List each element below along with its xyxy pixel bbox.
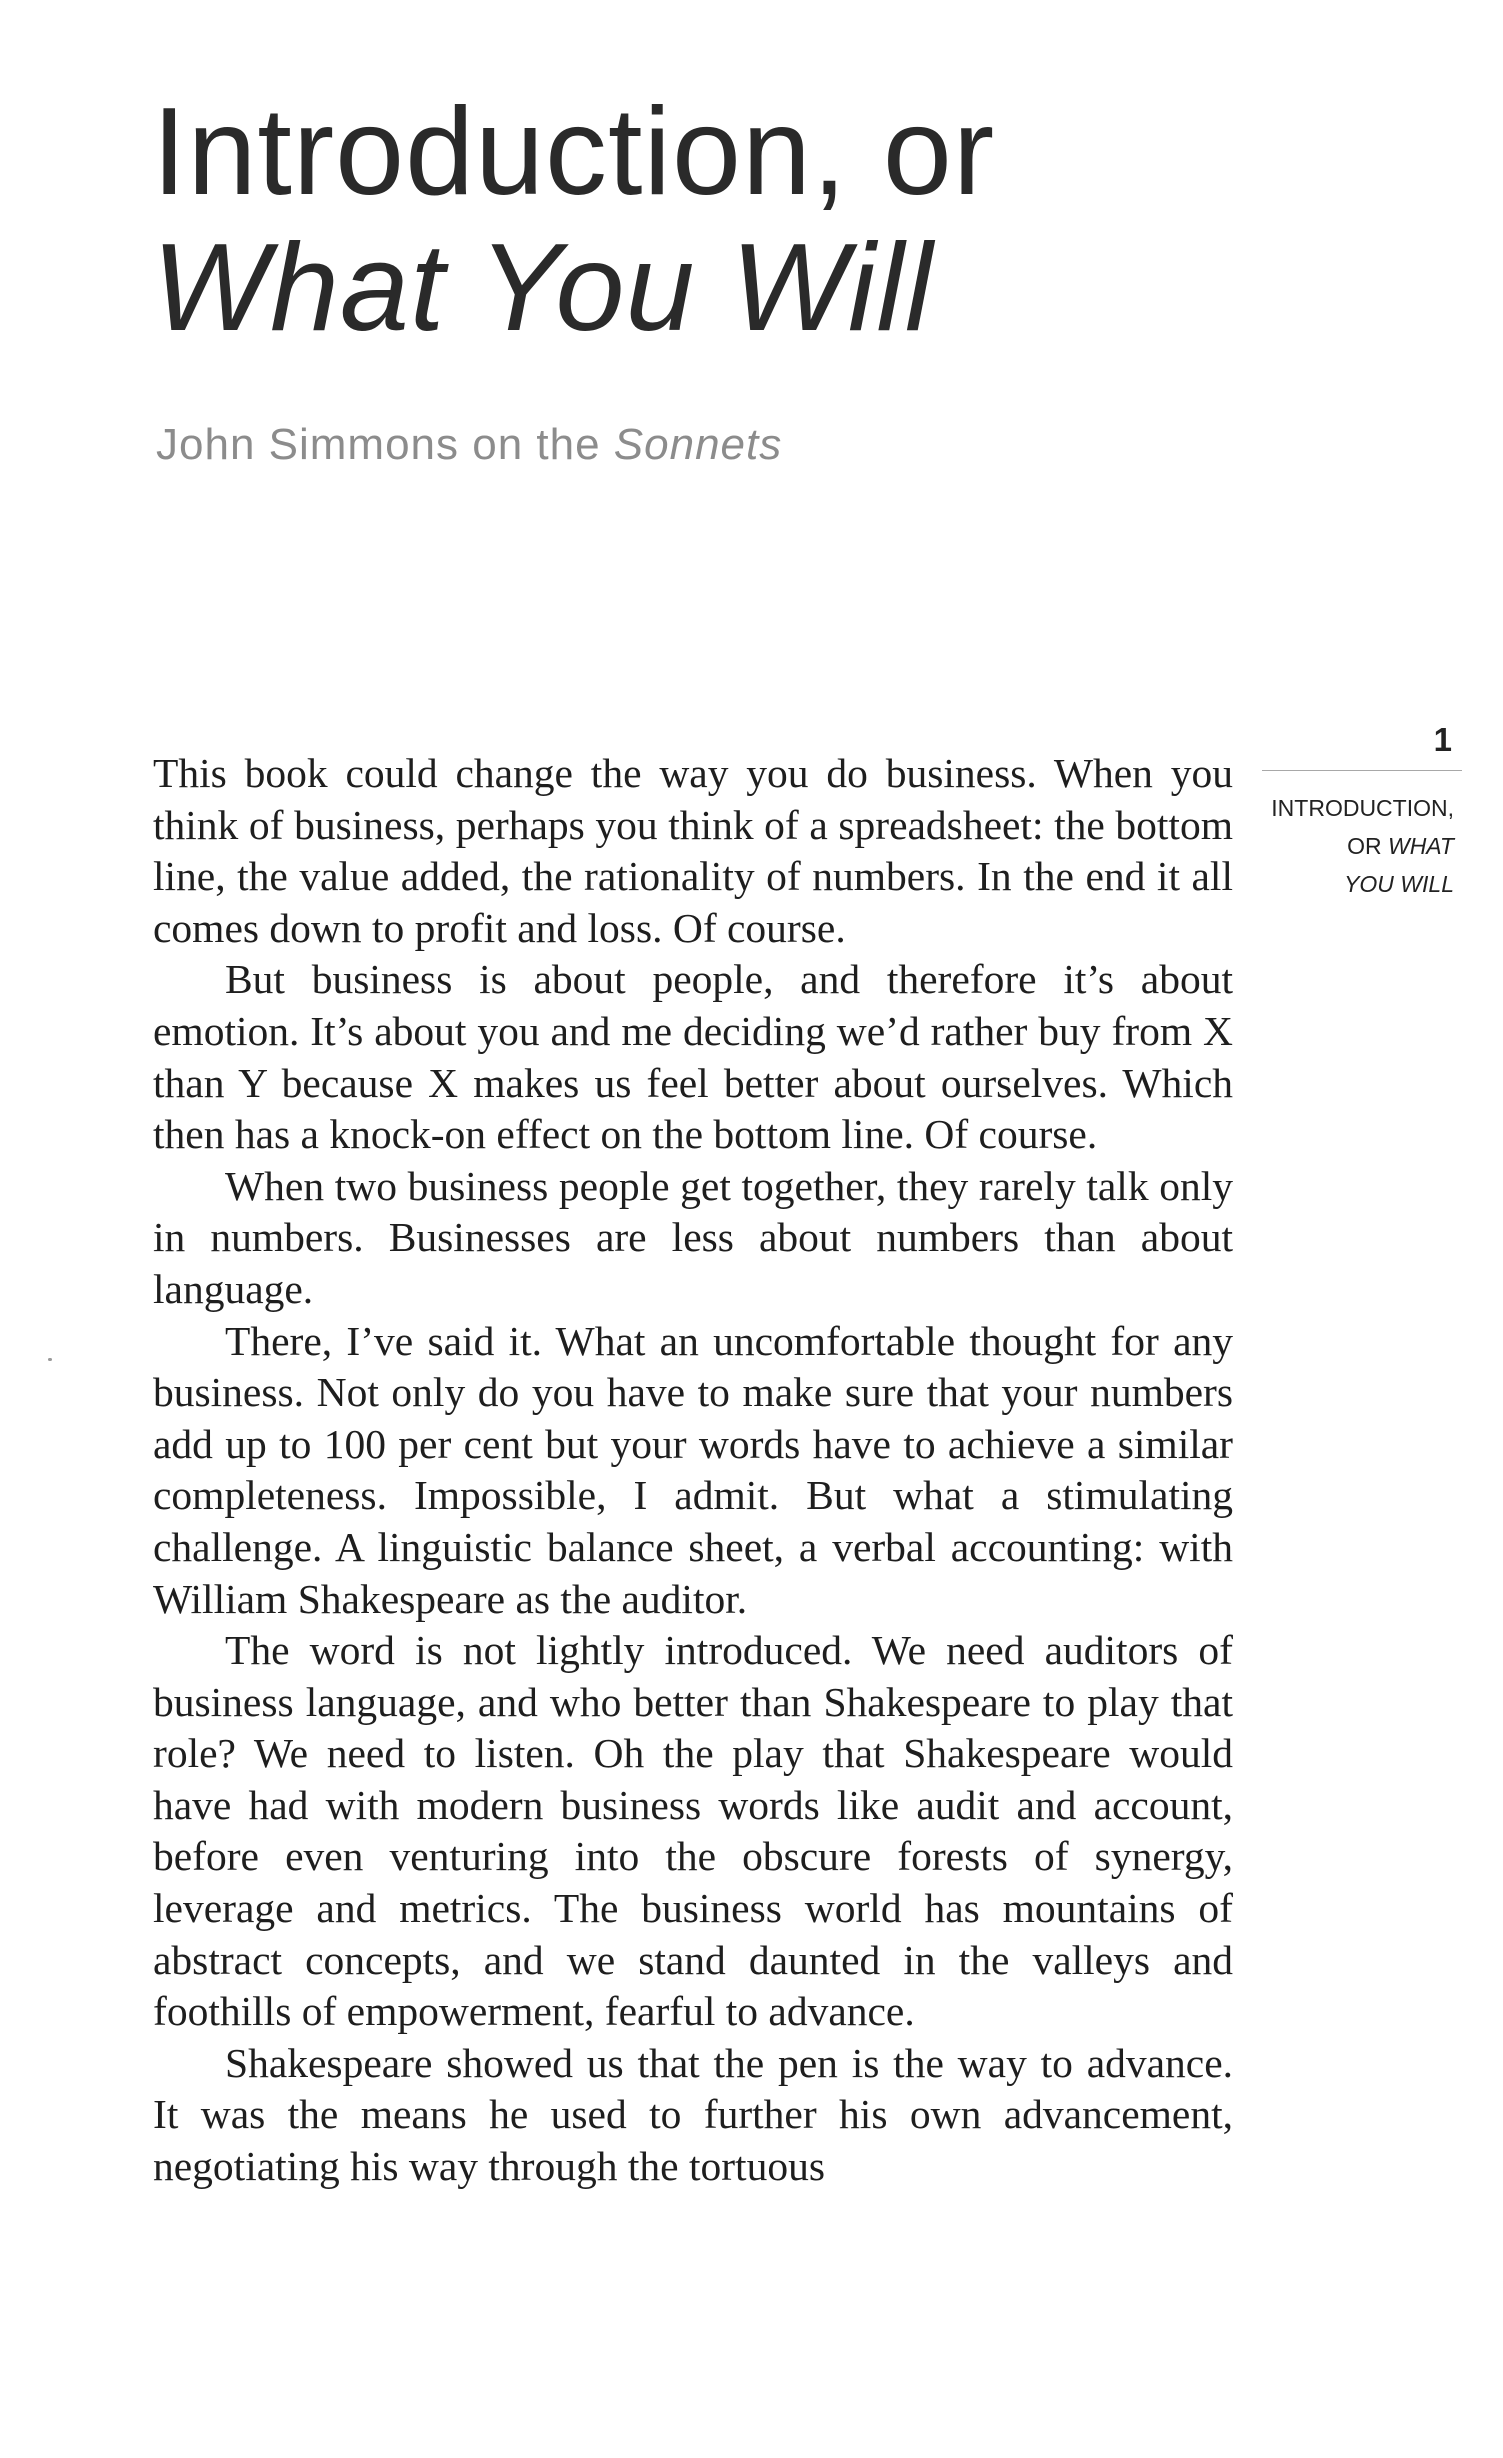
running-head-line-1: INTRODUCTION, — [1271, 795, 1454, 821]
chapter-subtitle — [156, 420, 782, 470]
paragraph-2: But business is about people, and therefore it’s about emotion. It’s about you and me deciding we’d rather buy from X than Y because X makes us feel better about ourselves. Which then has a knock-on effect on the bottom line. Of course. — [153, 956, 1233, 1158]
running-head-line-2-text: OR — [1347, 833, 1388, 859]
margin-divider — [1262, 770, 1462, 771]
running-head-line-2-italic: WHAT — [1387, 833, 1454, 859]
chapter-title-line-1: Introduction, or — [152, 83, 996, 221]
running-head-line-3: YOU WILL — [1344, 871, 1454, 897]
paragraph-4: There, I’ve said it. What an uncomfortable thought for any business. Not only do you have to make sure that your numbers add up to 100 per cent but your words have to achieve a similar completeness. Impossible, I admit. But what a stimulating challenge. A linguistic balance sheet, a verbal accounting: with William Shakespeare as the auditor. — [153, 1317, 1233, 1622]
subtitle-text: John Simmons on the — [156, 420, 614, 469]
paragraph-3: When two business people get together, they rarely talk only in numbers. Businesses are less about numbers than about language. — [153, 1162, 1233, 1312]
paragraph-5: The word is not lightly introduced. We need auditors of business language, and who better than Shakespeare to play that role? We need to listen. Oh the play that Shakespeare would have had with modern business words like audit and account, before even venturing into the obscure forests of synergy, leverage and metrics. The business world has mountains of abstract concepts, and we stand daunted in the valleys and foothills of empowerment, fearful to advance. — [153, 1627, 1233, 2035]
running-head — [1262, 789, 1462, 903]
chapter-number: 1 — [1433, 721, 1452, 758]
margin-note — [1262, 720, 1462, 903]
paragraph-1: This book could change the way you do business. When you think of business, perhaps you think of a spreadsheet: the bottom line, the value added, the rationality of numbers. In the end it all comes down to profit and loss. Of course. — [153, 750, 1233, 951]
subtitle-italic-text: Sonnets — [613, 420, 783, 469]
chapter-title-line-2: What You Will — [152, 219, 934, 357]
body-text — [153, 748, 1233, 2193]
chapter-title — [152, 83, 1152, 357]
paragraph-6: Shakespeare showed us that the pen is the way to advance. It was the means he used to further his own advancement, negotiating his way through the tortuous — [153, 2039, 1233, 2190]
scan-speck — [48, 1358, 52, 1361]
running-head-line-2 — [1262, 827, 1454, 865]
